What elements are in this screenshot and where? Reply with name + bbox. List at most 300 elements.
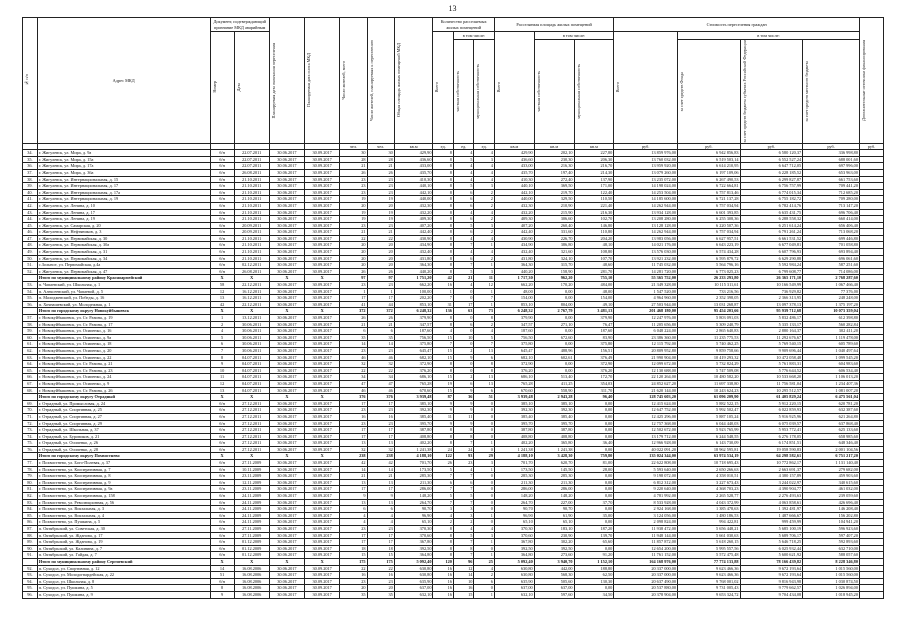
table-cell: 30.09.2017 — [305, 301, 340, 308]
table-cell: X — [269, 558, 304, 565]
table-cell: 6 774 015,34 — [740, 189, 803, 196]
table-cell: 45. — [23, 222, 38, 229]
table-cell: 432,40 — [394, 249, 433, 256]
table-cell: 347,57 — [394, 321, 433, 328]
table-cell: 6 248,32 — [394, 308, 433, 315]
table-cell: 30.09.2017 — [305, 433, 340, 440]
table-cell: 321,60 — [534, 249, 574, 256]
table-cell: 6 — [367, 328, 394, 335]
table-cell: 38. — [23, 176, 38, 183]
table-cell: 656 406,40 — [803, 222, 860, 229]
table-cell: 0 — [474, 420, 495, 427]
table-cell: 16 — [433, 578, 453, 585]
header-cost-total: Всего — [614, 32, 678, 144]
table-cell: 11 761 152,00 — [614, 552, 678, 559]
table-row — [23, 578, 884, 585]
table-cell: 0 — [474, 479, 495, 486]
table-cell: 83,90 — [574, 334, 614, 341]
table-cell: 6 643 223,19 — [678, 242, 741, 249]
table-cell: б/н — [210, 400, 234, 407]
table-cell: 97 — [340, 275, 367, 282]
table-cell: 20 337 000,00 — [614, 565, 678, 572]
table-cell: 6 244 548,55 — [678, 433, 741, 440]
table-cell: 32 — [340, 361, 367, 368]
table-cell: 27.12.2011 — [234, 413, 269, 420]
table-cell: 30.09.2017 — [305, 473, 340, 480]
table-cell: 630,80 — [494, 565, 534, 572]
table-cell: 30.06.2017 — [269, 249, 304, 256]
table-cell: 30.06.2017 — [269, 222, 304, 229]
table-cell: 24.11.2009 — [234, 499, 269, 506]
unit-cell: ед. — [433, 143, 453, 150]
table-cell: г. Жигулевск, ул. Самарская, д. 20 — [37, 222, 210, 229]
table-cell: 5 — [453, 493, 473, 500]
table-cell: 26 — [367, 169, 394, 176]
table-cell: 5 — [453, 156, 473, 163]
table-row — [23, 301, 884, 308]
table-cell: п. Октябрьский, ул. Калинина, д. 7 — [37, 545, 210, 552]
table-cell: 78 166 439,82 — [740, 558, 803, 565]
table-cell: 11 697 338,80 — [678, 380, 741, 387]
table-cell — [23, 453, 38, 460]
table-cell: 30.06.2017 — [269, 156, 304, 163]
table-cell: 560 282,84 — [803, 321, 860, 328]
table-cell: 24 — [453, 446, 473, 453]
header-area-total: Всего — [494, 32, 534, 144]
table-row — [23, 347, 884, 354]
table-row — [23, 361, 884, 368]
table-cell: 30.06.2017 — [269, 189, 304, 196]
table-cell: 46 — [367, 354, 394, 361]
table-cell: 2 — [474, 202, 495, 209]
table-cell: 375,80 — [494, 341, 534, 348]
table-cell: б/н — [210, 479, 234, 486]
table-cell: 606 534,40 — [803, 367, 860, 374]
table-cell: 395,70 — [394, 420, 433, 427]
table-cell: 04.07.2011 — [234, 354, 269, 361]
table-cell: 4 — [474, 209, 495, 216]
table-cell: 13 — [340, 440, 367, 447]
table-cell: 1 234 407,36 — [803, 380, 860, 387]
table-cell: 4 — [367, 519, 394, 526]
table-cell: 3 — [453, 512, 473, 519]
table-cell: 264,70 — [494, 499, 534, 506]
table-cell: п. Суходол, ул. Молодогвардейская, д. 22 — [37, 572, 210, 579]
table-cell: б/н — [210, 249, 234, 256]
header-qty-total: Всего — [433, 32, 453, 144]
table-cell: 630,80 — [394, 565, 433, 572]
table-cell — [859, 427, 883, 434]
table-cell: 15 — [433, 374, 453, 381]
table-cell: 30.06.2017 — [269, 282, 304, 289]
table-cell: 22 — [340, 235, 367, 242]
table-cell: 148,20 — [534, 493, 574, 500]
table-cell: 8 — [433, 235, 453, 242]
table-cell: 392,50 — [534, 545, 574, 552]
table-cell: 8 — [210, 585, 234, 592]
table-cell: 30.09.2017 — [305, 183, 340, 190]
table-cell: 286,00 — [394, 486, 433, 493]
table-cell: 30.06.2017 — [269, 407, 304, 414]
table-cell: 6 722 664,81 — [678, 183, 741, 190]
resettlement-table — [22, 17, 884, 599]
table-cell: 2 276 493,63 — [740, 493, 803, 500]
table-cell: 48,00 — [494, 288, 534, 295]
table-cell: 410,30 — [494, 176, 534, 183]
table-cell: 6 025 932,44 — [740, 545, 803, 552]
table-row — [23, 479, 884, 486]
table-cell: 60. — [23, 334, 38, 341]
table-cell: 36. — [23, 163, 38, 170]
table-cell: б/н — [210, 189, 234, 196]
table-cell: 4 — [474, 328, 495, 335]
header-planned-residents: Число жителей, планируемых к переселению — [367, 18, 394, 144]
table-cell: 85. — [23, 512, 38, 519]
table-cell: 3 428,30 — [534, 453, 574, 460]
table-cell: 10 — [453, 578, 473, 585]
table-cell: 16 — [433, 572, 453, 579]
table-cell: 4 380 157,89 — [740, 473, 803, 480]
header-no: № п/п — [23, 18, 38, 144]
table-cell: 6 288 558,32 — [740, 216, 803, 223]
table-cell: 488,96 — [534, 347, 574, 354]
table-cell: 216,70 — [574, 163, 614, 170]
table-cell: 5 — [453, 183, 473, 190]
table-cell: 80. — [23, 479, 38, 486]
table-cell: 22 622 808,00 — [614, 460, 678, 467]
table-cell: 1 026 894,00 — [803, 585, 860, 592]
table-cell: 16 — [453, 585, 473, 592]
table-cell: 0,00 — [534, 341, 574, 348]
table-cell: 2 — [433, 519, 453, 526]
table-cell: 30.09.2017 — [305, 387, 340, 394]
table-cell: 432,30 — [494, 202, 534, 209]
table-cell — [859, 400, 883, 407]
table-cell: 4 — [474, 169, 495, 176]
table-cell — [859, 295, 883, 302]
unit-cell: кв.м — [534, 143, 574, 150]
table-row — [23, 209, 884, 216]
table-cell — [859, 156, 883, 163]
table-cell: 12 647 752,00 — [614, 407, 678, 414]
table-cell: б/н — [210, 176, 234, 183]
table-cell: 8 — [453, 427, 473, 434]
table-cell: б/н — [210, 407, 234, 414]
table-cell: 46 — [340, 354, 367, 361]
table-cell: 597,60 — [534, 591, 574, 598]
table-cell: 4 — [367, 512, 394, 519]
table-cell: 6 — [474, 578, 495, 585]
table-cell: 364,30 — [494, 262, 534, 269]
table-cell: 8 — [433, 321, 453, 328]
table-cell: г. Отрадный, ул. Спортивная, д. 29 — [37, 420, 210, 427]
table-cell: 632 387,60 — [803, 407, 860, 414]
table-cell: 5 309 240,79 — [678, 321, 741, 328]
table-cell: б/н — [210, 433, 234, 440]
table-cell: 86. — [23, 519, 38, 526]
table-cell: 145,50 — [534, 466, 574, 473]
table-cell: 5 618 260,15 — [678, 539, 741, 546]
table-row — [23, 341, 884, 348]
table-cell: г. Новокуйбышевск, ул. Ст. Разина, д. 23 — [37, 367, 210, 374]
table-cell: 2 352 398,05 — [678, 295, 741, 302]
table-cell: 2 — [453, 347, 473, 354]
table-cell: б/н — [210, 473, 234, 480]
table-cell: 202,20 — [394, 295, 433, 302]
table-cell: 13 983 056,00 — [614, 235, 678, 242]
table-cell: б/н — [210, 413, 234, 420]
unit-cell: чел. — [340, 143, 367, 150]
table-cell: 5 912 220,15 — [740, 400, 803, 407]
table-cell: 12 247 976,00 — [614, 315, 678, 322]
table-cell: 13 576 030,00 — [614, 249, 678, 256]
table-cell: 1 — [474, 242, 495, 249]
table-cell: 21 — [367, 163, 394, 170]
table-cell: 30.09.2017 — [305, 347, 340, 354]
table-cell: п. Октябрьский, ул. Жданова, д. 17 — [37, 532, 210, 539]
table-cell: 16.08.2006 — [234, 585, 269, 592]
table-cell: 621 264,80 — [803, 413, 860, 420]
table-cell: 696 061,60 — [803, 255, 860, 262]
table-cell: 302,20 — [534, 539, 574, 546]
table-cell: 17 — [367, 486, 394, 493]
table-cell: б/н — [210, 519, 234, 526]
table-cell: 5 092,40 — [394, 558, 433, 565]
table-cell: 21.10.2011 — [234, 255, 269, 262]
table-cell: 6 143 730,09 — [678, 440, 741, 447]
table-cell: 14 — [340, 466, 367, 473]
table-cell: 12 966 928,00 — [614, 440, 678, 447]
table-cell: 30.09.2017 — [305, 486, 340, 493]
table-cell: 379,90 — [574, 315, 614, 322]
table-cell: 653 963,00 — [803, 169, 860, 176]
table-cell: 154,00 — [574, 295, 614, 302]
table-cell: 238 — [367, 453, 394, 460]
table-cell: 3 939,48 — [394, 394, 433, 401]
page-number: 13 — [448, 4, 457, 13]
table-cell: 61. — [23, 341, 38, 348]
table-cell: 36 — [453, 394, 473, 401]
table-cell: 7 — [453, 486, 473, 493]
table-cell: 13 959 920,00 — [614, 163, 678, 170]
table-cell: 30.06.2011 — [234, 334, 269, 341]
table-cell: 30.06.2017 — [269, 591, 304, 598]
table-cell: 0,00 — [574, 486, 614, 493]
table-cell: 30.09.2017 — [305, 315, 340, 322]
table-cell: 4 — [453, 526, 473, 533]
table-body — [23, 150, 884, 598]
table-cell: 9 909 696,44 — [740, 347, 803, 354]
table-cell: 670,60 — [494, 387, 534, 394]
table-row — [23, 255, 884, 262]
table-cell: 30.06.2017 — [269, 460, 304, 467]
table-cell: 0 — [453, 328, 473, 335]
table-cell: 4 — [474, 526, 495, 533]
table-cell: 6 — [474, 387, 495, 394]
table-cell: 24.11.2009 — [234, 519, 269, 526]
table-cell: 4 — [453, 235, 473, 242]
table-cell: 9 859 758,66 — [678, 347, 741, 354]
table-cell: 11 235 775,53 — [678, 334, 741, 341]
table-cell: 17 — [367, 532, 394, 539]
table-cell: 8 — [433, 255, 453, 262]
table-cell: 0,00 — [534, 361, 574, 368]
unit-cell — [23, 143, 38, 150]
table-cell: б/н — [210, 499, 234, 506]
table-cell: 2 — [474, 229, 495, 236]
table-cell — [859, 275, 883, 282]
table-cell: 12 — [474, 282, 495, 289]
table-cell: Итого по городскому округу Отрадный — [37, 394, 210, 401]
table-row — [23, 235, 884, 242]
table-cell: п. Суходол, ул. Пушкина, д. 5 — [37, 585, 210, 592]
table-cell: 30.06.2017 — [269, 321, 304, 328]
table-cell: 30.09.2017 — [305, 262, 340, 269]
table-cell: 5 882 522,15 — [678, 400, 741, 407]
table-cell: 440,00 — [494, 196, 534, 203]
table-cell: 635,90 — [494, 578, 534, 585]
table-cell: 27.12.2011 — [234, 420, 269, 427]
table-cell: 1 131 140,40 — [803, 460, 860, 467]
table-cell: 21 349 328,00 — [614, 282, 678, 289]
table-cell: 23 — [367, 183, 394, 190]
table-cell: б/н — [210, 262, 234, 269]
table-cell: 5 564 796,16 — [678, 262, 741, 269]
table-cell — [859, 183, 883, 190]
table-cell: 10 243 624,23 — [678, 387, 741, 394]
table-cell: 30.06.2017 — [269, 486, 304, 493]
table-cell: 372 — [340, 308, 367, 315]
table-cell: 37,70 — [574, 499, 614, 506]
table-cell: 8 — [433, 150, 453, 157]
table-cell: 596 923,60 — [803, 526, 860, 533]
table-cell: 2 943,28 — [534, 394, 574, 401]
table-cell: 96,90 — [494, 512, 534, 519]
table-cell: 3 124 056,00 — [614, 512, 678, 519]
table-cell: 81,00 — [574, 460, 614, 467]
table-cell: 271,10 — [534, 321, 574, 328]
table-cell: 709 280,00 — [803, 196, 860, 203]
table-cell: 23 — [367, 578, 394, 585]
table-cell: 30.06.2017 — [269, 413, 304, 420]
table-row — [23, 216, 884, 223]
table-cell: 392,50 — [494, 545, 534, 552]
table-cell: 35 — [367, 334, 394, 341]
table-row — [23, 249, 884, 256]
table-cell: п. Октябрьский, ул. Советская, д. 30 — [37, 526, 210, 533]
table-cell: 1 — [474, 466, 495, 473]
table-cell: 30.06.2017 — [269, 341, 304, 348]
table-cell: п. Суходол, ул. Спортивная, д. 12 — [37, 565, 210, 572]
table-cell: 0 — [453, 361, 473, 368]
table-cell: 23 — [367, 420, 394, 427]
table-row — [23, 380, 884, 387]
table-cell: 6 — [453, 196, 473, 203]
table-cell: 30.06.2017 — [269, 473, 304, 480]
table-cell: б/н — [210, 486, 234, 493]
table-cell: 30.06.2017 — [269, 150, 304, 157]
table-cell: 30.09.2017 — [305, 361, 340, 368]
table-cell: 13 — [474, 380, 495, 387]
table-cell: 13 208 280,00 — [614, 216, 678, 223]
table-cell: 20 — [340, 249, 367, 256]
table-cell: 11 — [453, 413, 473, 420]
table-cell: 13 921 232,00 — [614, 255, 678, 262]
table-cell: 04.07.2011 — [234, 367, 269, 374]
table-cell: 30.09.2017 — [305, 539, 340, 546]
table-cell: 25 — [474, 558, 495, 565]
table-cell: 3 — [474, 460, 495, 467]
table-row — [23, 440, 884, 447]
table-cell: 01.12.2009 — [234, 545, 269, 552]
table-cell: 90,70 — [534, 506, 574, 513]
table-cell: 6 661 531,52 — [740, 235, 803, 242]
table-cell: 30.09.2017 — [305, 328, 340, 335]
table-cell: 171,00 — [574, 183, 614, 190]
table-cell — [859, 433, 883, 440]
table-cell: 54. — [23, 288, 38, 295]
table-cell: 10 073 359,04 — [803, 308, 860, 315]
table-cell: 24.11.2009 — [234, 493, 269, 500]
table-cell: X — [305, 275, 340, 282]
table-cell: 6 629 290,88 — [740, 255, 803, 262]
table-cell: 306,60 — [534, 216, 574, 223]
table-cell: 9 — [453, 420, 473, 427]
table-cell: 122 — [433, 453, 453, 460]
table-cell: 16.08.2006 — [234, 572, 269, 579]
table-cell: 26 — [340, 315, 367, 322]
table-cell: 59. — [23, 328, 38, 335]
table-cell: 26 — [340, 268, 367, 275]
table-cell: 20 — [367, 262, 394, 269]
table-cell: 26.08.2011 — [234, 169, 269, 176]
table-cell: 0 — [474, 473, 495, 480]
table-cell: 187,60 — [494, 328, 534, 335]
table-cell: 216,30 — [534, 163, 574, 170]
table-cell: 1 152,10 — [574, 558, 614, 565]
table-row — [23, 499, 884, 506]
table-cell: 30.09.2017 — [305, 565, 340, 572]
table-cell: 10 295 512,57 — [740, 387, 803, 394]
table-cell: 20 — [340, 202, 367, 209]
table-cell: 0 — [453, 288, 473, 295]
table-cell: 26 365 171,10 — [740, 275, 803, 282]
table-cell: 5 995 557,56 — [678, 545, 741, 552]
table-cell: 6 607 796,93 — [740, 249, 803, 256]
table-cell: 11 745 032,00 — [614, 262, 678, 269]
table-cell: 21.10.2011 — [234, 189, 269, 196]
table-cell: г. Новокуйбышевск, ул. Осипенко, д. 22 — [37, 354, 210, 361]
table-cell: б/н — [210, 526, 234, 533]
table-cell: 30.09.2017 — [305, 235, 340, 242]
table-cell: 30.06.2017 — [269, 512, 304, 519]
table-cell: 2 — [474, 216, 495, 223]
table-cell: 23 — [340, 222, 367, 229]
table-cell: 20.09.2011 — [234, 222, 269, 229]
table-cell: 107,70 — [574, 255, 614, 262]
table-cell: 5 — [210, 334, 234, 341]
table-cell: 18 — [367, 545, 394, 552]
table-cell: 20 — [367, 255, 394, 262]
table-cell: 4 964 960,00 — [614, 295, 678, 302]
table-cell: 20 378 904,00 — [614, 591, 678, 598]
table-cell: 620 781,20 — [803, 400, 860, 407]
table-cell: 30.09.2017 — [305, 367, 340, 374]
table-cell: 75. — [23, 440, 38, 447]
table-cell: 436,60 — [494, 156, 534, 163]
table-cell: 30 — [340, 150, 367, 157]
table-cell: 27.11.2009 — [234, 532, 269, 539]
